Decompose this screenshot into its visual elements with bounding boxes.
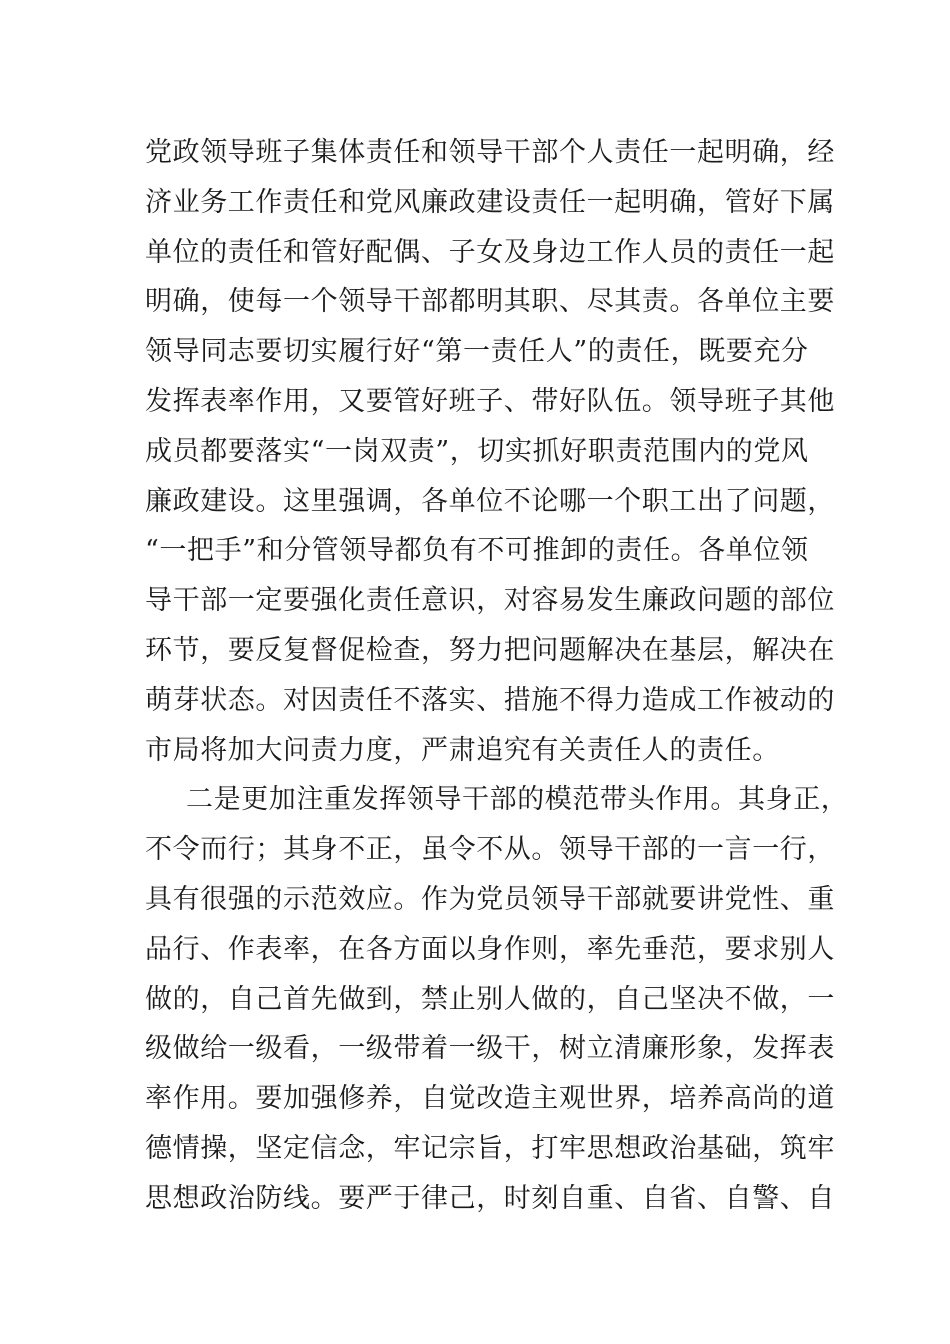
text-line: 德情操，坚定信念，牢记宗旨，打牢思想政治基础，筑牢 (145, 1132, 835, 1164)
text-line: 萌芽状态。对因责任不落实、措施不得力造成工作被动的 (145, 684, 835, 716)
text-line: 级做给一级看，一级带着一级干，树立清廉形象，发挥表 (145, 1033, 835, 1065)
text-line: 济业务工作责任和党风廉政建设责任一起明确，管好下属 (145, 186, 835, 218)
text-line: 单位的责任和管好配偶、子女及身边工作人员的责任一起 (145, 236, 835, 268)
text-line: 明确，使每一个领导干部都明其职、尽其责。各单位主要 (145, 286, 835, 318)
text-line: 品行、作表率，在各方面以身作则，率先垂范，要求别人 (145, 933, 835, 965)
text-line: 环节，要反复督促检查，努力把问题解决在基层，解决在 (145, 634, 835, 666)
text-line: 具有很强的示范效应。作为党员领导干部就要讲党性、重 (145, 883, 835, 915)
paragraph-start-line: 二是更加注重发挥领导干部的模范带头作用。其身正， (186, 784, 849, 816)
text-line: 率作用。要加强修养，自觉改造主观世界，培养高尚的道 (145, 1083, 835, 1115)
text-line: 发挥表率作用，又要管好班子、带好队伍。领导班子其他 (145, 385, 835, 417)
text-line: 成员都要落实“一岗双责”，切实抓好职责范围内的党风 (145, 435, 809, 467)
text-line: “一把手”和分管领导都负有不可推卸的责任。各单位领 (145, 535, 809, 567)
text-line: 导干部一定要强化责任意识，对容易发生廉政问题的部位 (145, 585, 835, 617)
text-line: 思想政治防线。要严于律己，时刻自重、自省、自警、自 (145, 1182, 835, 1214)
text-line: 领导同志要切实履行好“第一责任人”的责任，既要充分 (145, 336, 809, 368)
body-text (145, 128, 849, 1224)
text-line: 做的，自己首先做到，禁止别人做的，自己坚决不做，一 (145, 983, 835, 1015)
text-line: 党政领导班子集体责任和领导干部个人责任一起明确，经 (145, 137, 835, 168)
text-line: 不令而行；其身不正，虽令不从。领导干部的一言一行， (145, 834, 835, 866)
text-line: 市局将加大问责力度，严肃追究有关责任人的责任。 (145, 734, 780, 766)
text-line: 廉政建设。这里强调，各单位不论哪一个职工出了问题， (145, 485, 835, 517)
